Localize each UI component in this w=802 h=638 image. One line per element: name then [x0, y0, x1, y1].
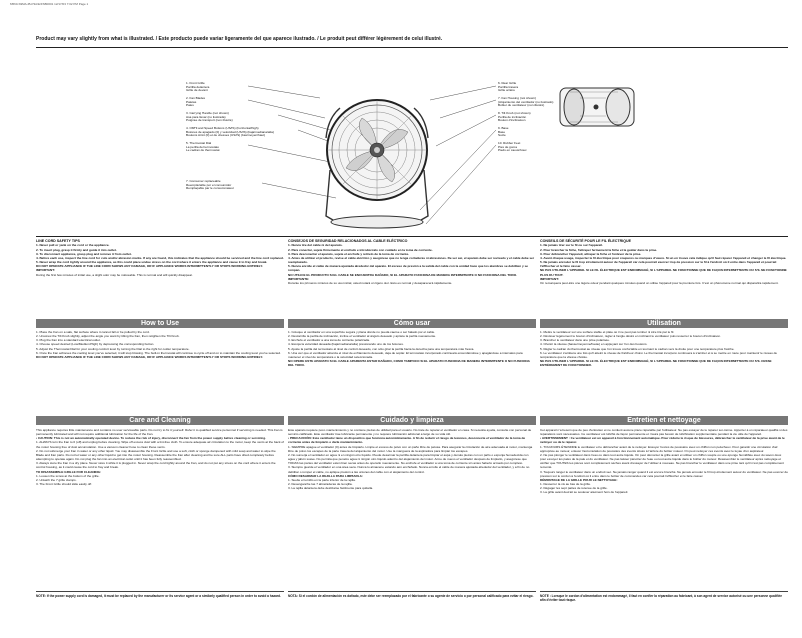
use-item: 4. Choose speed desired (Low/Medium/High) by depressing the corresponding button.: [36, 342, 155, 347]
disassemble-item: 3. La grille avant devrait se soulever aisément hors de l'appareil.: [540, 490, 629, 495]
care-intro: Este aparato requiere poco mantenimiento y no contiene piezas de utilidad para el usuario. No trate de reparar el ventilador en casa. Si necesita ayuda, consulte con personal de servicio calificado. Este ventilador trae lubricante permanente y no requiere lubricación adicional a largo de su vida útil.: [288, 428, 532, 437]
disassemble-item: 2. Unlatch the 7 grille clamps.: [36, 477, 77, 482]
use-item: 1. Coloque el ventilador en una superficie segura y plana donde no pueda caerse o ser halado por el cable.: [288, 330, 436, 334]
callout-consumer-replaceable: 7. Consumer replaceable Reemplazable por el consumidor Remplaçable par le consommateur: [186, 179, 234, 191]
use-block-english: [36, 330, 284, 359]
care-caution: • CAUTION: This is not an automatically operated device. To reduce the risk of injury, disconnect the fan from the power supply before cleaning or servicing.: [36, 436, 266, 441]
use-item: 2. Dévisser légèrement le bouton d'inclinaison, régler à l'angle désiré en inclinant le ventilateur puis resserrer le bouton d'inclinaison.: [540, 334, 721, 339]
product-diagram: [130, 78, 682, 236]
disassemble-title: DÉMONTAGE DE LA GRILLE POUR LE NETTOYAGE:: [540, 477, 618, 482]
safety-item: 2. To insert plug, grasp it firmly and guide it into outlet.: [36, 247, 117, 252]
callout-rear-grille: 6. Rear Grille Parrilla trasera Grille arrière: [498, 81, 519, 93]
use-warning: NE PAS UTILISER L'APPAREIL SI LE FIL ÉLECTRIQUE EST ENDOMMAGÉ, SI L'APPAREIL NE FONCTIONNE QUE DE FAÇON INTERMITTENTE OU S'IL CESSE ENTIÈREMENT DE FONCTIONNER.: [540, 359, 772, 368]
safety-item: 4. Before each use, inspect the line cord for cuts and/or abrasion marks. If any are found, this indicates that the appliance should be serviced and the line cord replaced.: [36, 255, 284, 260]
safety-title: CONSEILS DE SÉCURITÉ POUR LE FIL ÉLECTRIQUE: [540, 239, 631, 243]
use-warning: DO NOT OPERATE APPLIANCE IF THE LINE CORD SHOWS ANY DAMAGE, OR IF APPLIANCE WORKS INTERMITTENTLY OR STOPS WORKING ENTIRELY.: [36, 354, 263, 359]
care-item: 1. ALWAYS turn the Fan to 0 (off) and unplug before cleaning. Wipe off excess dust with a lint-free cloth. To ensure adequate air circulation to the motor, keep the vents at the back of the motor housing free of dust accumulation. Use a vacuum cleaner hose to clean these vents.: [36, 440, 284, 449]
use-item: 6. Once the Fan achieves the cooling level you've selected, it will stop blowing. The built-in thermostat will continue to cycle off and on to maintain the cooling level you've selected.: [36, 350, 281, 355]
care-item: 3. Always store the Fan in a dry place. Never store it while it is plugged in. Never wrap the cord tightly around the Fan, and do not put any stress on the cord where it enters the control housing, as it could cause the cord to fray and break.: [36, 461, 276, 470]
use-item: 1. Place the Fan on a safe, flat surface where it cannot fall or be pulled by the cord.: [36, 330, 150, 334]
banner-cuidado-limpieza: Cuidado y limpieza: [288, 416, 536, 425]
disassemble-item: 1. Suelte el tornillo en la parte inferior de la rejilla.: [288, 477, 356, 482]
fan-body: [326, 100, 428, 228]
important-label: IMPORTANT:: [540, 276, 559, 281]
safety-item: 5. Never wrap the cord tightly around the appliance, as this could place undue stress on the cord where it enters the appliance and cause it to fray and break.: [36, 260, 268, 265]
care-block-english: [36, 428, 284, 486]
safety-item: 1. Nunca tire del cable ni del aparato.: [288, 243, 343, 248]
callout-tilt-knob: 8. Tilt Knob (not shown) Perilla de inclinación Bouton d'inclinaison: [498, 111, 531, 123]
safety-item: 2. Pour brancher la fiche, l'attraper fermement la fiche et la guider dans la prise.: [540, 247, 658, 252]
care-item: 1. TOUJOURS ÉTEINDRE le ventilateur et le débrancher avant de le nettoyer. Essuyer l'excès de poussière avec un chiffon non pelucheux. Pour garantir une circulation d'air appropriée au moteur, enlever l'accumulation de poussière des évents situés à l'arrière du boîtier moteur. On peut nettoyer ces évents avec le tuyau d'un aspirateur.: [540, 444, 778, 453]
safety-item: 5. Ne jamais enrouler le fil trop étroitement autour de l'appareil car cela pourrait exercer trop de pression sur le fil à l'endroit où il entre dans l'appareil et pourrait l'effilocher et le faire casser.: [540, 260, 777, 269]
note-french: NOTE : Lorsque le cordon d'alimentation est endommagé, il faut en confier la réparation au fabricant, à son agent de service autorisé ou une personne qualifiée afin d'éviter tout risque.: [540, 594, 782, 602]
disassemble-title: CÓMO DESARMAR LA REJILLA PARA LIMPIARLA:: [288, 473, 363, 478]
care-item: 3. Toujours ranger le ventilateur dans un endroit sec. Ne jamais ranger quand il est encore branché. Ne jamais enrouler le fil trop étroitement autour du ventilateur. Ne pas exercer de pression sur le cordon à l'endroit où il entre dans le boîtier de commandes car cela pourrait l'effilocher et le faire casser.: [540, 469, 788, 478]
disassemble-item: 3. The Front Grille should slide easily off.: [36, 482, 92, 487]
note-english: NOTE: If the power supply cord is damaged, it must be replaced by the manufacturer or its service agent or a similarly qualified person in order to avoid a hazard.: [36, 594, 281, 598]
care-block-spanish: [288, 428, 536, 490]
use-item: 1. Mettre le ventilateur sur une surface stable et plate où il ne peut pas tomber ni être tiré par le fil.: [540, 330, 675, 334]
safety-item: 1. Never pull or yank on the cord or the appliance.: [36, 243, 110, 248]
care-caution: • PRECAUCIÓN: Este ventilador tiene un dispositivo que funciona automáticamente. A fin de reducir el riesgo de lesiones, desconecte el ventilador de la toma de corriente antes de limpiarlo o darle mantenimiento.: [288, 436, 526, 445]
care-caution: • AVERTISSEMENT : Ce ventilateur est un appareil à fonctionnement automatique. Pour réduire le risque de blessures, débrancher le ventilateur de la prise avant de le nettoyer ou de le réparer.: [540, 436, 785, 445]
callout-rubber-feet: 10. Rubber Feet Pies de goma Pieds en caoutchouc: [498, 141, 527, 153]
safety-item: 1. Ne jamais tirer sur le fil ou sur l'appareil.: [540, 243, 603, 248]
disassemble-item: 2. Desenganche las 7 abrazaderas de la rejilla.: [288, 482, 353, 487]
use-item: 3. Brancher le ventilateur dans une prise polarisée.: [540, 338, 610, 343]
callout-fan-blades: 2. Fan Blades Paletas Pales: [186, 96, 206, 108]
callout-fan-housing: 7. Fan Housing (not shown) (Alojamiento del ventilador (no ilustrado) Boîtier du ventilateur (non illustré): [498, 96, 554, 108]
use-item: 5. Adjust the Thermostat Dial for your cooling comfort level by turning the Dial to the right for colder temperature.: [36, 346, 190, 351]
use-block-spanish: [288, 330, 536, 367]
use-item: 4. Escoja la velocidad deseada (baja/mediana/alta) presionando uno de los botones.: [288, 342, 404, 347]
use-item: 4. Choisir la vitesse (basse/moyenne/haute) en appuyant sur l'un des boutons.: [540, 342, 648, 347]
safety-item: 3. To disconnect appliance, grasp plug and remove it from outlet.: [36, 251, 132, 256]
note-rule: [288, 591, 536, 592]
disclaimer: Product may vary slightly from what is illustrated. / Este producto puede variar ligeramente del que aparece ilustrado. / Le produit peut différer légèrement de celui illustré.: [36, 36, 443, 42]
safety-item: 3. Pour débrancher l'appareil, attraper la fiche et l'enlever de la prise.: [540, 251, 642, 256]
use-warning: NO OPERE ESTE APARATO SI EL CABLE APARENTA ESTAR DAÑADO, COMO TAMPOCO SI EL APARATO FUNCIONA DE MANERA INTERMITENTE O NO FUNCIONA DEL TODO.: [288, 359, 530, 368]
column-english: [36, 239, 284, 277]
callout-front-grille: 1. Front Grille Parrilla delantera Grille de devant: [186, 81, 210, 93]
important-text: Durante los primeros minutos de su uso inicial, usted notará un ligero olor. Esto es normal y desaparecerá rápidamente.: [288, 280, 453, 285]
use-item: 3. Enchufe el ventilador a una toma de corriente polarizada.: [288, 338, 370, 343]
care-item: 1. SIEMPRE apague el ventilador (0) antes de limpiarlo. Limpie el exceso de polvo con un paño libre de pelusa. Para asegurar la circulación de aire adecuada al motor, mantenga libre de polvo los escapes de la parte trasera del alojamiento del motor. Use la manguera de la aspiradora para limpiar los escapes.: [288, 444, 533, 453]
care-item: 2. No sumerja el ventilador en agua ni en ningún otro líquido. Puede desarmar la parrilla delantera para limpiar el aspa y demás piezas con un paño o esponja humedecida con agua y jabón suave. No permita que penetre agua ni ningún otro líquido adentro del alojamiento del motor. Arme de nuevo el ventilador después de limpiarlo, y asegúrese que TODAS las partes del ventilador estén bien secas antes de operarlo nuevamente. No enchufe el ventilador a una toma de corriente sin antes haberlo armado por completo.: [288, 452, 529, 466]
banner-entretien-nettoyage: Entretien et nettoyage: [540, 416, 788, 425]
disassemble-item: 3. La rejilla delantera debe deslizarse fácilmente para quitarla.: [288, 486, 374, 491]
banner-como-usar: Cómo usar: [288, 319, 536, 328]
safety-item: 4. Avant chaque usage, inspecter le fil électrique pour coupures ou marques d'usure. Si un en trouve cela indique qu'il faut réparer l'appareil et changer le fil électrique.: [540, 255, 787, 260]
callout-speed-buttons: 4. Off/Hi and Speed Buttons (US/IS) (horizontal/high) Botones de apagado (0) y velocidad (US/IS) (baja/mediana/alta) Boutons Arrêt (0) et de vitesses (US/IS) (bas/moyen/haut): [186, 126, 274, 138]
disassemble-item: 2. Dégager les sept pattes de retenue de la grille.: [540, 486, 608, 491]
callout-thermostat-dial: 5. Thermostat Dial La perilla del termostato Le cadran de thermostat: [186, 141, 220, 153]
safety-item: 3. Para desconectar el aparato, sujete el enchufe y retírelo de la toma de corriente.: [288, 251, 410, 256]
use-item: 5. Ajuste la perilla del termostato al nivel de confort deseado, con sólo girar la perilla hacia la derecha para una temperatura más fresca.: [288, 346, 475, 351]
safety-title: CONSEJOS DE SEGURIDAD RELACIONADOS AL CABLE ELÉCTRICO: [288, 239, 408, 243]
banner-care-cleaning: Care and Cleaning: [36, 416, 284, 425]
important-text: During the first few minutes of initial use, a slight odor may be noticeable. This is normal and will quickly disappear.: [36, 272, 193, 277]
care-intro: Cet appareil n'a besoin que de peu d'entretien et ne contient aucune pièce réparable par l'utilisateur. Ne pas essayer de le réparer soi-même. Apporter à un réparateur qualifié si des réparations sont nécessaires. Ce ventilateur est lubrifié de façon permanente et n'aura pas besoin de lubrification supplémentaire pendant la vie utile de l'appareil.: [540, 428, 788, 437]
care-block-french: [540, 428, 788, 495]
top-rule: [36, 47, 788, 48]
disassemble-item: 1. Desserrer la vis au bas de la grille.: [540, 482, 591, 487]
important-text: On remarquera peut-être une légère odeur pendant quelques minutes quand on utilise l'appareil pour la première fois. C'est un phénomène normal qui disparaîtra rapidement.: [540, 280, 779, 285]
use-item: 2. Destornille la perilla de inclinación, incline el ventilador al ángulo deseado y apriete la perilla nuevamente.: [288, 334, 437, 339]
safety-warning: NE PAS UTILISER L'APPAREIL SI LE FIL ÉLECTRIQUE EST ENDOMMAGÉ, SI L'APPAREIL NE FONCTIONNE QUE DE FAÇON INTERMITTENTE OU S'IL NE FONCTIONNE PLUS DU TOUT.: [540, 268, 787, 277]
safety-item: 2. Para conectar, sujete firmemente el enchufe e introdúzcalo con cuidado en la toma de corriente.: [288, 247, 433, 252]
disassemble-item: 1. Loosen the screw at the bottom of the grille.: [36, 473, 100, 478]
banner-how-to-use: How to Use: [36, 319, 284, 328]
safety-warning: DO NOT OPERATE APPLIANCE IF THE LINE CORD SHOWS ANY DAMAGE, OR IF APPLIANCE WORKS INTERMITTENTLY OR STOPS WORKING ENTIRELY.: [36, 264, 263, 269]
note-rule: [540, 591, 788, 592]
use-item: 2. Unscrew the Tilt Knob slightly, adjust the angle you want by tilting the Fan, then retighten the Tilt Knob.: [36, 334, 180, 339]
use-item: 5. Régler le cadran du thermostat au niveau que l'on trouve confortable en tournant le cadran vers la droite pour une température plus fraîche.: [540, 346, 735, 351]
use-block-french: [540, 330, 788, 367]
use-item: 6. Una vez que el ventilador alcanza el nivel de enfriamiento deseado, deja de soplar. El termostato incorporado continuará encendiéndose y apagándose a intervalos para mantener el nivel de temperatura o la velocidad seleccionada.: [288, 350, 523, 359]
safety-item: 4. Antes de utilizar el producto, revise el cable eléctrico y asegúrese que no tenga cortaduras ni abrasiones. De ser así, el aparato debe ser revisado y el cable debe ser reemplazado.: [288, 255, 535, 265]
column-french: [540, 239, 788, 285]
callout-base: 9. Base Base Socle: [498, 126, 509, 138]
safety-item: 5. Nunca enrolle el cable de manera ajustada alrededor del aparato. El exceso de presión a la salida del cable con la unidad hace que los alambres se debiliten y se rompan.: [288, 264, 529, 273]
safety-title: LINE CORD SAFETY TIPS: [36, 239, 80, 243]
banner-utilisation: Utilisation: [540, 319, 788, 328]
care-intro: This appliance requires little maintenance and contains no user serviceable parts. Do not try to fix it yourself. Refer it to qualified service personnel if servicing is needed. This Fan is permanently lubricated and will not require additional lubrication for the life of the Fan.: [36, 428, 283, 437]
care-item: 3. Siempre guarde el ventilador en una área seca. Nunca lo almacene estando aún enchufado. Nunca enrolle el cable de manera ajustada alrededor del ventilador, y a fin de no debilitar o romper el cable, no aplique presión a las uniones del cable con el alojamiento del control.: [288, 465, 530, 474]
care-item: 2. Do not submerge your Fan in water or any other liquid. You may disassemble the Front Grille and use a soft, cloth or sponge dampened with mild soap and water to wipe the Blade and Fan parts. Do not let water or any other liquid to get into the motor housing. Reassemble the Fan after cleaning and be sure ALL parts have dried completely before attempting to operate again. Do not plug the fan into an electrical outlet until it has been fully reassembled.: [36, 448, 276, 462]
note-rule: [36, 591, 284, 592]
disassemble-title: TO DISASSEMBLE GRILLE FOR CLEANING:: [36, 469, 102, 474]
use-item: 6. Le ventilateur s'arrêtera une fois qu'il atteint le niveau de fraîcheur choisi. Le thermostat incorporé continuera à s'arrêter et à se mettre en route pour maintenir le niveau de température que la vitesse choisie.: [540, 350, 778, 359]
fan-side-view: [560, 88, 634, 126]
fan-illustration: [130, 78, 682, 236]
column-spanish: [288, 239, 536, 285]
print-info: M560-S9MA-IB-P3A/E/FSB0001 12/17/03 7:02 PM Page 1: [10, 2, 89, 6]
safety-warning: NO UTILICE EL PRODUCTO SI EL CABLE SE ENCUENTRA DAÑADO, SI EL APARATO FUNCIONA DE MANERA INTERMITENTE O NO FUNCIONA DEL TODO.: [288, 272, 518, 277]
care-item: 2. Ne pas plonger le ventilateur dans l'eau ou dans tout autre liquide. On peut démonter la grille avant et utiliser un chiffon souple ou une éponge humidifiée avec du savon doux pour essuyer les pales de la pale et du ventilateur. Ne pas laisser pénétrer de l'eau ou tout autre liquide dans le boîtier du moteur. Réassembler le ventilateur après nettoyage et vérifier que TOUTES les pièces sont complètement sèches avant d'essayer de l'utiliser à nouveau. Ne pas brancher le ventilateur dans une prise tant qu'il n'est pas complètement remonté.: [540, 452, 784, 470]
important-label: IMPORTANT:: [36, 268, 55, 273]
note-spanish: NOTA: Si el cordón de alimentación es dañado, este debe ser reemplazado por el fabricante o su agente de servicio o por personal calificado para evitar el riesgo.: [288, 594, 534, 598]
use-item: 3. Plug the Fan into a standard electrical outlet.: [36, 338, 101, 343]
callout-carrying-handle: 3. Carrying Handle (not shown) Asa para llevar (no ilustrada) Poignée de transport (non illustré): [186, 111, 233, 123]
important-label: IMPORTANTE:: [288, 276, 310, 281]
diagram-bottom-rule: [36, 236, 788, 237]
